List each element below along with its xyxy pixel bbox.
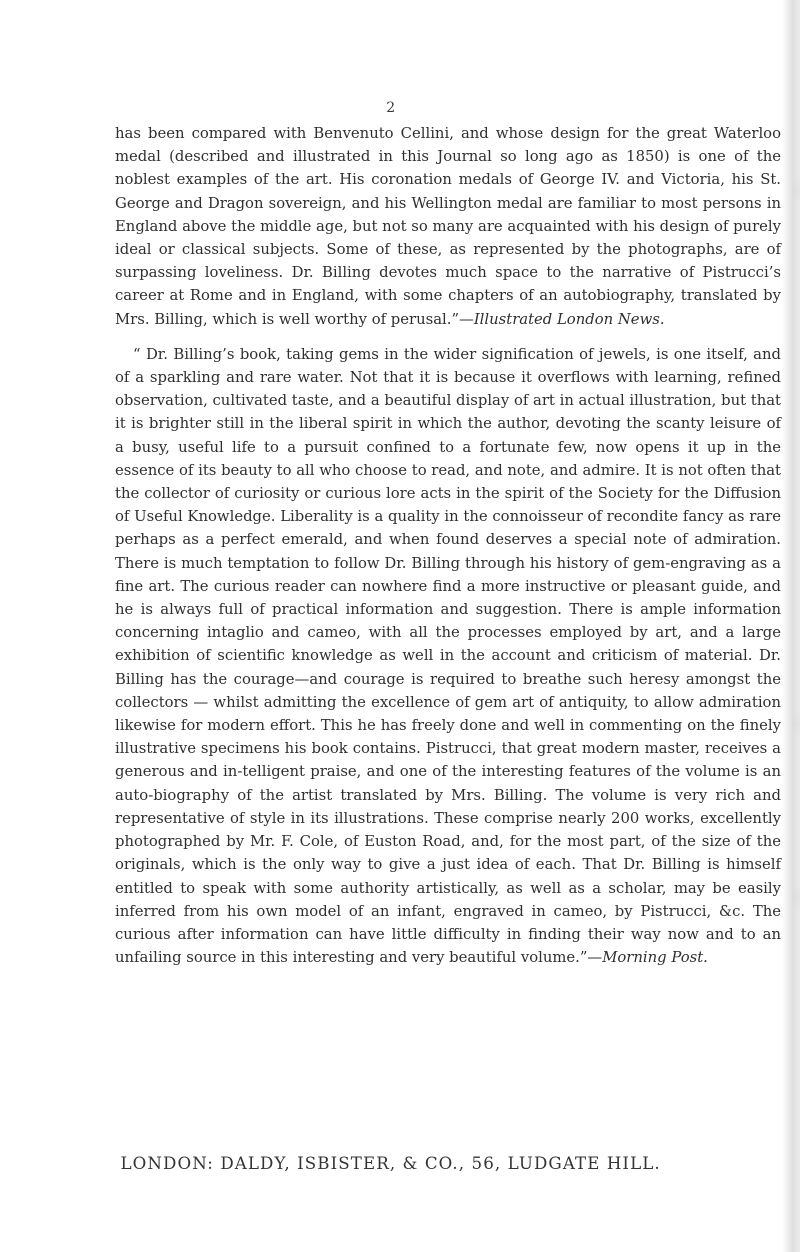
review-paragraph-2 (115, 343, 781, 969)
publisher-footer (0, 1154, 782, 1174)
scan-speck (792, 710, 800, 738)
body-text (115, 122, 781, 981)
scan-speck (792, 176, 800, 204)
page-number: 2 (386, 100, 396, 116)
paragraph-text: has been compared with Benvenuto Cellini, and whose design for the great Waterloo medal (described and illustrated in this Journal so long ago as 1850) is one of the noblest examples of the art. His coronation medals of George IV. and Victoria, his St. George and Dragon sovereign, and his Wellington medal are familiar to most persons in England above the middle age, but not so many are acquainted with his design of purely ideal or classical subjects. Some of these, as represented by the photographs, are of surpassing loveliness. Dr. Billing devotes much space to the narrative of Pistrucci’s career at Rome and in England, with some chapters of an autobiography, translated by Mrs. Billing, which is well worthy of perusal.”— (115, 125, 781, 328)
publisher-line: LONDON: DALDY, ISBISTER, & CO., 56, LUDGATE HILL. (120, 1154, 662, 1174)
review-paragraph-1 (115, 122, 781, 331)
scan-speck (792, 884, 800, 912)
source-citation: Illustrated London News. (473, 310, 665, 328)
paragraph-text: “ Dr. Billing’s book, taking gems in the wider signification of jewels, is one itself, and of a sparkling and rare water. Not that it is because it overflows with learning, refined observation, cultivated taste, and a beautiful display of art in actual illustration, but that it is brighter still in the liberal spirit in which the author, devoting the scanty leisure of a busy, useful life to a pursuit confined to a fortunate few, now opens it up in the essence of its beauty to all who choose to read, and note, and admire. It is not often that the collector of curiosity or curious lore acts in the spirit of the Society for the Diffusion of Useful Knowledge. Liberality is a quality in the connoisseur of recondite fancy as rare perhaps as a perfect emerald, and when found deserves a special note of admiration. There is much temptation to follow Dr. Billing through his history of gem-engraving as a fine art. The curious reader can nowhere find a more instructive or pleasant guide, and he is always full of practical information and suggestion. There is ample information concerning intaglio and cameo, with all the processes employed by art, and a large exhibition of scientific knowledge as well in the account and criticism of material. Dr. Billing has the courage—and courage is required to breathe such heresy amongst the collectors — whilst admitting the excellence of gem art of antiquity, to allow admiration likewise for modern effort. This he has freely done and well in commenting on the finely illustrative specimens his book contains. Pistrucci, that great modern master, receives a generous and in-telligent praise, and one of the interesting features of the volume is an auto-biography of the artist translated by Mrs. Billing. The volume is very rich and representative of style in its illustrations. These comprise nearly 200 works, excellently photographed by Mr. F. Cole, of Euston Road, and, for the most part, of the size of the originals, which is the only way to give a just idea of each. That Dr. Billing is himself entitled to speak with some authority artistically, as well as a scholar, may be easily inferred from his own model of an infant, engraved in cameo, by Pistrucci, &c. The curious after information can have little difficulty in finding their way now and to an unfailing source in this interesting and very beautiful volume.”— (115, 345, 781, 967)
source-citation: Morning Post. (602, 949, 708, 967)
